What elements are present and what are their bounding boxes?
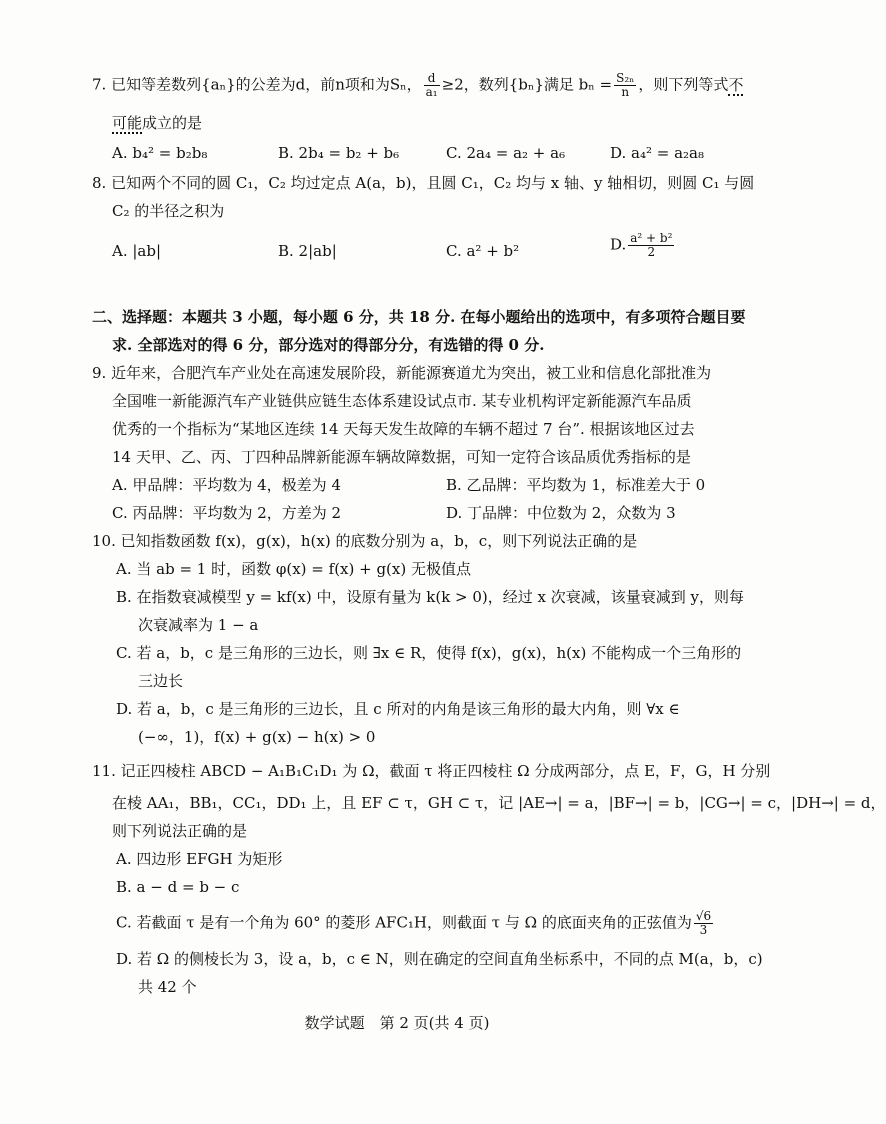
q11-stem-line2: 在棱 AA₁，BB₁，CC₁，DD₁ 上，且 EF ⊂ τ，GH ⊂ τ，记 |AE→| = a，|BF→| = b，|CG→| = c，|DH→| = d，: [112, 794, 886, 812]
q7-stem-part2: ≥2，数列{bₙ}满足 bₙ =: [441, 75, 613, 94]
q11-option-d-line2: 共 42 个: [138, 978, 197, 996]
q7-stem-line2: [112, 112, 202, 134]
q9-number: 9.: [92, 364, 107, 382]
section2-heading-line2: 求. 全部选对的得 6 分，部分选对的得部分分，有选错的得 0 分.: [112, 336, 545, 354]
q8-option-d-den: 2: [647, 245, 656, 259]
q11-stem-line3: 则下列说法正确的是: [112, 822, 248, 840]
q10-option-a: A. 当 ab = 1 时，函数 φ(x) = f(x) + g(x) 无极值点: [116, 560, 471, 578]
q8-option-b: B. 2|ab|: [278, 242, 337, 260]
q11-line1: 记正四棱柱 ABCD − A₁B₁C₁D₁ 为 Ω，截面 τ 将正四棱柱 Ω 分成两部分，点 E，F，G，H 分别: [120, 762, 771, 780]
q8-option-d-num: a² + b²: [630, 231, 673, 245]
q7-stem-part3: ，则下列等式: [638, 75, 729, 94]
q10-option-b-line2: 次衰减率为 1 − a: [138, 616, 259, 634]
q9-option-a: A. 甲品牌：平均数为 4，极差为 4: [112, 476, 341, 494]
section2-heading-line1: 二、选择题：本题共 3 小题，每小题 6 分，共 18 分. 在每小题给出的选项中，有多项符合题目要: [92, 308, 746, 326]
q11-option-b: B. a − d = b − c: [116, 878, 240, 896]
q10-option-d-line2: (−∞，1)，f(x) + g(x) − h(x) > 0: [138, 728, 376, 746]
q8-option-d: [610, 232, 676, 259]
q7-frac-den: a₁: [425, 85, 438, 99]
q7-emphasis-possible: 可能: [112, 114, 143, 132]
q8-option-d-prefix: D.: [610, 235, 627, 254]
q8-line1: 已知两个不同的圆 C₁，C₂ 均过定点 A(a，b)，且圆 C₁，C₂ 均与 x 轴、y 轴相切，则圆 C₁ 与圆: [111, 174, 755, 192]
q10-option-b-line1: B. 在指数衰减模型 y = kf(x) 中，设原有量为 k(k > 0)，经过 x 次衰减，该量衰减到 y，则每: [116, 588, 745, 606]
q11-option-c: [116, 910, 715, 937]
q7-frac2-num: S₂ₙ: [616, 71, 635, 85]
q11-option-c-den: 3: [699, 923, 708, 937]
q7-number: 7.: [92, 75, 107, 94]
q9-stem-line3: 优秀的一个指标为“某地区连续 14 天每天发生故障的车辆不超过 7 台”. 根据该地区过去: [112, 420, 695, 438]
q9-option-c: C. 丙品牌：平均数为 2，方差为 2: [112, 504, 342, 522]
q11-option-c-num: √6: [695, 909, 712, 923]
q10-stem: [92, 530, 637, 552]
q8-number: 8.: [92, 174, 107, 192]
q7-stem-part1: 已知等差数列{aₙ}的公差为d，前n项和为Sₙ，: [111, 75, 422, 94]
q10-number: 10.: [92, 532, 116, 550]
q11-option-a: A. 四边形 EFGH 为矩形: [116, 850, 283, 868]
q8-stem-line2: C₂ 的半径之积为: [112, 202, 225, 220]
q11-option-c-text: C. 若截面 τ 是有一个角为 60° 的菱形 AFC₁H，则截面 τ 与 Ω 的底面夹角的正弦值为: [116, 913, 692, 932]
q9-line1: 近年来，合肥汽车产业处在高速发展阶段，新能源赛道尤为突出，被工业和信息化部批准为: [111, 364, 712, 382]
page-footer: 数学试题 第 2 页(共 4 页): [304, 1014, 490, 1032]
q9-stem-line4: 14 天甲、乙、丙、丁四种品牌新能源车辆故障数据，可知一定符合该品质优秀指标的是: [112, 448, 691, 466]
q11-stem-line1: [92, 760, 770, 782]
q9-stem-line2: 全国唯一新能源汽车产业链供应链生态体系建设试点市. 某专业机构评定新能源汽车品质: [112, 392, 692, 410]
q10-option-d-line1: D. 若 a，b，c 是三角形的三边长，且 c 所对的内角是该三角形的最大内角，则 ∀x ∈: [116, 700, 680, 718]
q8-stem-line1: [92, 172, 754, 194]
q7-option-d: D. a₄² = a₂a₈: [610, 144, 705, 162]
q7-option-b: B. 2b₄ = b₂ + b₆: [278, 144, 400, 162]
q8-option-d-fraction: [628, 232, 674, 259]
q11-option-d-line1: D. 若 Ω 的侧棱长为 3，设 a，b，c ∈ N，则在确定的空间直角坐标系中，不同的点 M(a，b，c): [116, 950, 763, 968]
q7-frac-num: d: [424, 72, 440, 86]
q10-stem-text: 已知指数函数 f(x)，g(x)，h(x) 的底数分别为 a，b，c，则下列说法正确的是: [120, 532, 638, 550]
q7-stem-line1: [92, 72, 743, 99]
q8-option-a: A. |ab|: [112, 242, 162, 260]
q7-fraction-d-a1: [424, 72, 440, 99]
q7-option-a: A. b₄² = b₂b₈: [112, 144, 208, 162]
q11-option-c-fraction: [694, 910, 713, 937]
q7-frac2-den: n: [621, 85, 630, 99]
q11-number: 11.: [92, 762, 116, 780]
q10-option-c-line2: 三边长: [138, 672, 184, 690]
q9-option-b: B. 乙品牌：平均数为 1，标准差大于 0: [446, 476, 706, 494]
q9-option-d: D. 丁品牌：中位数为 2，众数为 3: [446, 504, 676, 522]
q7-emphasis-not: 不: [728, 75, 744, 94]
q7-option-c: C. 2a₄ = a₂ + a₆: [446, 144, 566, 162]
q8-option-c: C. a² + b²: [446, 242, 520, 260]
q10-option-c-line1: C. 若 a，b，c 是三角形的三边长，则 ∃x ∈ R，使得 f(x)，g(x)，h(x) 不能构成一个三角形的: [116, 644, 742, 662]
q7-line2-rest: 成立的是: [142, 114, 203, 132]
q9-stem-line1: [92, 362, 711, 384]
q7-fraction-s2n-n: [614, 72, 636, 99]
